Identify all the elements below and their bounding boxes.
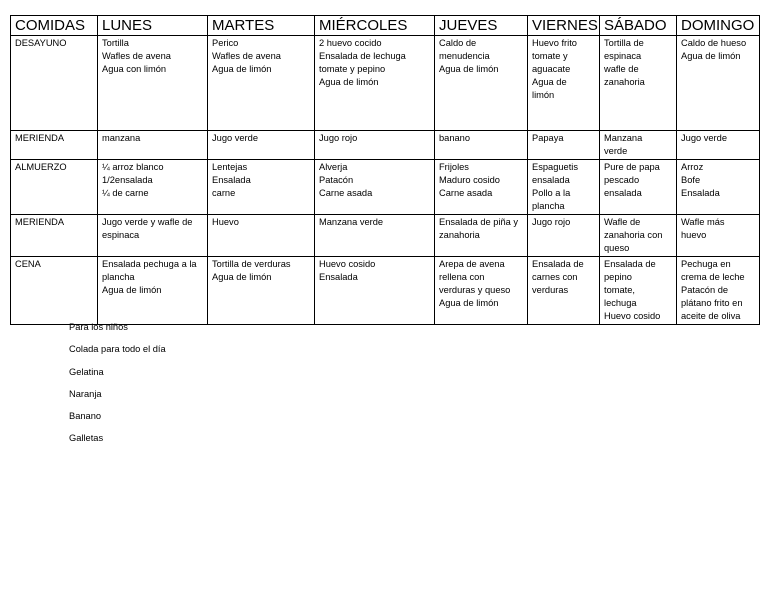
cell-line: Perico: [212, 38, 239, 48]
table-row: [11, 131, 760, 160]
cell-line: espinaca: [102, 230, 140, 240]
menu-cell: [98, 131, 208, 160]
notes-list: [69, 321, 166, 455]
cell-line: zanahoria con: [604, 230, 663, 240]
cell-line: Patacón de: [681, 285, 729, 295]
menu-cell: [677, 257, 760, 325]
cell-line: Agua de limón: [681, 51, 741, 61]
note-item: Gelatina: [69, 366, 104, 377]
cell-line: Jugo verde: [681, 133, 727, 143]
weekly-menu-table: [10, 15, 760, 325]
cell-line: Ensalada: [681, 188, 720, 198]
cell-line: Jugo verde: [212, 133, 258, 143]
cell-line: Wafle más: [681, 217, 725, 227]
cell-line: huevo: [681, 230, 707, 240]
table-row: [11, 36, 760, 131]
cell-line: Ensalada: [212, 175, 251, 185]
cell-line: tomate y pepino: [319, 64, 386, 74]
note-item: Para los niños: [69, 322, 128, 332]
cell-line: Wafles de avena: [102, 51, 171, 61]
cell-line: Agua con limón: [102, 64, 167, 74]
menu-cell: [98, 160, 208, 215]
header-viernes: VIERNES: [528, 16, 600, 36]
menu-cell: [98, 257, 208, 325]
cell-line: tomate y: [532, 51, 568, 61]
cell-line: Patacón: [319, 175, 354, 185]
menu-cell: [98, 215, 208, 257]
menu-cell: [435, 36, 528, 131]
cell-line: Carne asada: [319, 188, 373, 198]
cell-line: tomate,: [604, 285, 636, 295]
cell-line: aguacate: [532, 64, 571, 74]
menu-cell: [208, 257, 315, 325]
cell-line: verduras: [532, 285, 569, 295]
meal-label: MERIENDA: [11, 131, 98, 160]
menu-cell: [528, 131, 600, 160]
cell-line: Agua de limón: [439, 298, 499, 308]
cell-line: plancha: [102, 272, 135, 282]
header-martes: MARTES: [208, 16, 315, 36]
cell-line: banano: [439, 133, 471, 143]
cell-line: Frijoles: [439, 162, 469, 172]
cell-line: Jugo verde y wafle de: [102, 217, 193, 227]
cell-line: limón: [532, 90, 555, 100]
cell-line: queso: [604, 243, 630, 253]
cell-line: aceite de oliva: [681, 311, 741, 321]
cell-line: ¼ de carne: [102, 188, 149, 198]
cell-line: Agua de limón: [319, 77, 379, 87]
cell-line: Pechuga en: [681, 259, 731, 269]
note-item: Colada para todo el día: [69, 344, 166, 355]
cell-line: pescado: [604, 175, 640, 185]
cell-line: carnes con: [532, 272, 578, 282]
note-item: Galletas: [69, 433, 104, 444]
menu-cell: [528, 36, 600, 131]
cell-line: Agua de limón: [212, 64, 272, 74]
cell-line: Jugo rojo: [319, 133, 358, 143]
cell-line: Huevo: [212, 217, 239, 227]
cell-line: Agua de limón: [102, 285, 162, 295]
cell-line: Agua de: [532, 77, 567, 87]
cell-line: Arroz: [681, 162, 704, 172]
table-row: [11, 160, 760, 215]
cell-line: menudencia: [439, 51, 490, 61]
cell-line: Jugo rojo: [532, 217, 571, 227]
header-domingo: DOMINGO: [677, 16, 760, 36]
cell-line: Wafle de: [604, 217, 641, 227]
cell-line: Ensalada de lechuga: [319, 51, 406, 61]
menu-cell: [600, 160, 677, 215]
cell-line: Caldo de hueso: [681, 38, 747, 48]
cell-line: Huevo cosido: [319, 259, 376, 269]
meal-label: ALMUERZO: [11, 160, 98, 215]
cell-line: manzana: [102, 133, 141, 143]
cell-line: Maduro cosido: [439, 175, 500, 185]
menu-cell: [677, 36, 760, 131]
cell-line: Huevo frito: [532, 38, 577, 48]
cell-line: Lentejas: [212, 162, 248, 172]
cell-line: wafle de: [604, 64, 639, 74]
meal-label: MERIENDA: [11, 215, 98, 257]
menu-cell: [435, 257, 528, 325]
cell-line: Manzana: [604, 133, 643, 143]
menu-cell: [600, 36, 677, 131]
cell-line: Ensalada: [319, 272, 358, 282]
cell-line: Bofe: [681, 175, 701, 185]
cell-line: pepino: [604, 272, 632, 282]
menu-cell: [435, 215, 528, 257]
menu-cell: [315, 131, 435, 160]
header-sabado: SÁBADO: [600, 16, 677, 36]
meal-label: CENA: [11, 257, 98, 325]
table-row: [11, 215, 760, 257]
menu-cell: [600, 257, 677, 325]
menu-cell: [528, 215, 600, 257]
cell-line: Agua de limón: [439, 64, 499, 74]
menu-cell: [208, 36, 315, 131]
header-row: [11, 16, 760, 36]
menu-cell: [315, 257, 435, 325]
cell-line: Ensalada de piña y: [439, 217, 519, 227]
menu-cell: [315, 215, 435, 257]
cell-line: Agua de limón: [212, 272, 272, 282]
menu-cell: [600, 215, 677, 257]
cell-line: Wafles de avena: [212, 51, 281, 61]
cell-line: verde: [604, 146, 628, 156]
menu-cell: [600, 131, 677, 160]
note-item: Banano: [69, 411, 102, 422]
header-miercoles: MIÉRCOLES: [315, 16, 435, 36]
cell-line: crema de leche: [681, 272, 745, 282]
cell-line: Manzana verde: [319, 217, 384, 227]
note-item: Naranja: [69, 388, 102, 399]
cell-line: Carne asada: [439, 188, 493, 198]
cell-line: Arepa de avena: [439, 259, 505, 269]
cell-line: Caldo de: [439, 38, 477, 48]
cell-line: Pure de papa: [604, 162, 660, 172]
menu-cell: [677, 215, 760, 257]
cell-line: Tortilla: [102, 38, 129, 48]
cell-line: ¼ arroz blanco: [102, 162, 164, 172]
cell-line: Alverja: [319, 162, 348, 172]
menu-cell: [208, 215, 315, 257]
menu-cell: [435, 160, 528, 215]
menu-cell: [208, 160, 315, 215]
cell-line: Tortilla de verduras: [212, 259, 291, 269]
cell-line: zanahoria: [604, 77, 645, 87]
cell-line: zanahoria: [439, 230, 480, 240]
cell-line: ensalada: [532, 175, 570, 185]
menu-cell: [528, 257, 600, 325]
menu-cell: [208, 131, 315, 160]
menu-cell: [435, 131, 528, 160]
meal-label: DESAYUNO: [11, 36, 98, 131]
cell-line: plátano frito en: [681, 298, 743, 308]
cell-line: Huevo cosido: [604, 311, 661, 321]
cell-line: espinaca: [604, 51, 642, 61]
cell-line: Pollo a la: [532, 188, 571, 198]
menu-cell: [677, 160, 760, 215]
table-row: [11, 257, 760, 325]
cell-line: Ensalada de: [532, 259, 584, 269]
menu-body: [11, 36, 760, 325]
cell-line: Espaguetis: [532, 162, 578, 172]
header-lunes: LUNES: [98, 16, 208, 36]
cell-line: Ensalada pechuga a la: [102, 259, 197, 269]
header-jueves: JUEVES: [435, 16, 528, 36]
cell-line: Papaya: [532, 133, 564, 143]
menu-cell: [677, 131, 760, 160]
cell-line: rellena con: [439, 272, 485, 282]
cell-line: 2 huevo cocido: [319, 38, 382, 48]
cell-line: ensalada: [604, 188, 642, 198]
cell-line: Tortilla de: [604, 38, 644, 48]
header-comidas: COMIDAS: [11, 16, 98, 36]
cell-line: Ensalada de: [604, 259, 656, 269]
cell-line: 1/2ensalada: [102, 175, 153, 185]
menu-cell: [315, 36, 435, 131]
cell-line: plancha: [532, 201, 565, 211]
menu-cell: [98, 36, 208, 131]
cell-line: carne: [212, 188, 236, 198]
menu-cell: [315, 160, 435, 215]
menu-cell: [528, 160, 600, 215]
cell-line: verduras y queso: [439, 285, 511, 295]
cell-line: lechuga: [604, 298, 637, 308]
